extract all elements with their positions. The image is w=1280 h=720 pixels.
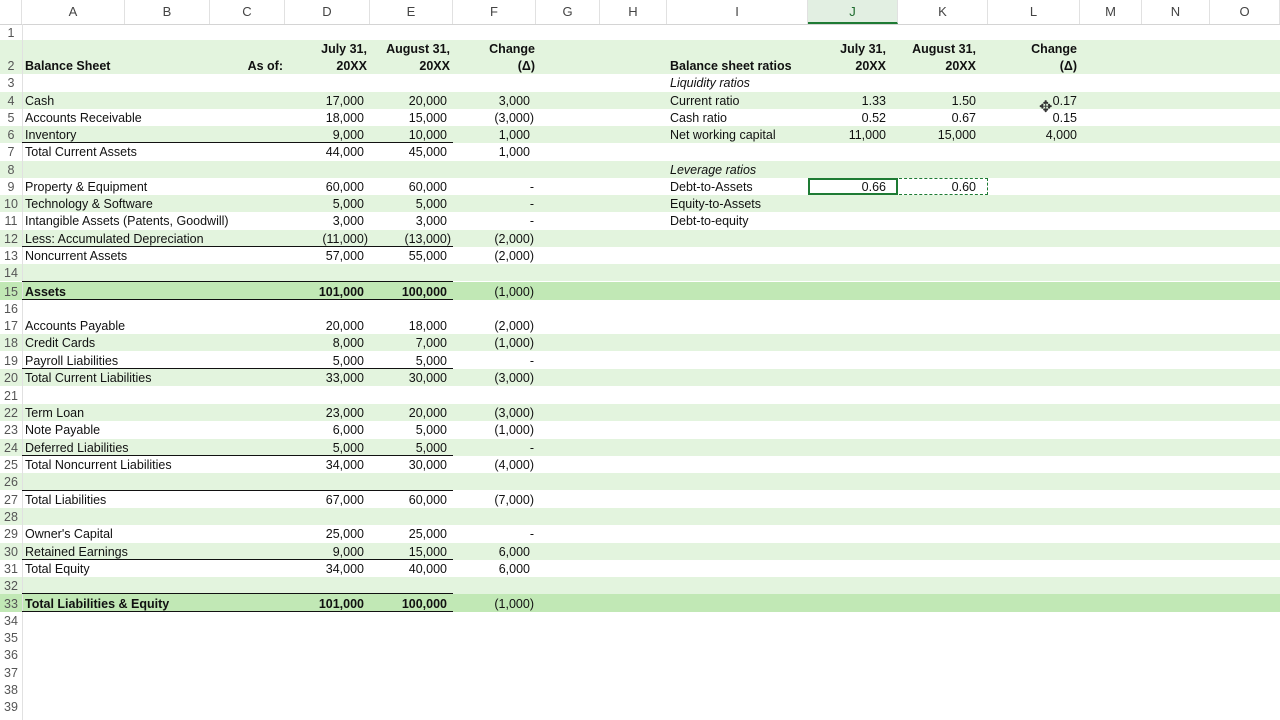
july-value[interactable]: 101,000 [318,285,364,299]
august-value[interactable]: 30,000 [408,458,447,472]
ratio-august-value[interactable]: 15,000 [937,128,976,142]
row-number[interactable]: 3 [7,76,15,90]
line-item-label[interactable]: Cash [25,94,55,108]
row-number[interactable]: 25 [4,458,18,472]
cell-border [22,490,453,491]
cell-border [22,611,453,612]
column-header-f[interactable]: F [453,0,536,24]
row-number[interactable]: 11 [4,214,18,228]
row-number[interactable]: 30 [4,545,18,559]
ratio-column-heading[interactable]: 20XX [855,59,886,73]
row-number[interactable]: 28 [4,510,18,524]
august-value[interactable]: 5,000 [415,197,447,211]
change-value[interactable]: 1,000 [498,128,530,142]
row-number[interactable]: 22 [4,406,18,420]
july-value[interactable]: 6,000 [332,423,364,437]
ratio-august-value[interactable]: 0.60 [951,180,976,194]
august-value[interactable]: 20,000 [408,94,447,108]
change-value[interactable]: (3,000) [494,111,534,125]
ratio-label[interactable]: Cash ratio [670,111,727,125]
change-value[interactable]: (2,000) [494,249,534,263]
cell-border [22,299,453,300]
ratio-july-value[interactable]: 0.52 [861,111,886,125]
row-number[interactable]: 4 [7,94,15,108]
change-value[interactable]: (1,000) [494,285,534,299]
sheet-row[interactable] [0,264,1280,281]
column-header-bar [0,0,1280,25]
sheet-row[interactable] [0,161,1280,178]
row-number[interactable]: 31 [4,562,18,576]
july-value[interactable]: 9,000 [332,545,364,559]
sheet-row[interactable] [0,594,1280,612]
august-value[interactable]: 60,000 [408,493,447,507]
july-value[interactable]: 8,000 [332,336,364,350]
line-item-label[interactable]: Term Loan [25,406,85,420]
cell-border [22,246,453,247]
sheet-row[interactable] [0,681,1280,698]
july-value[interactable]: 23,000 [325,406,364,420]
line-item-label[interactable]: Intangible Assets (Patents, Goodwill) [25,214,229,228]
july-value[interactable]: 5,000 [332,354,364,368]
sheet-row[interactable] [0,698,1280,715]
ratio-column-heading[interactable]: July 31, [840,42,886,56]
line-item-label[interactable]: Note Payable [25,423,101,437]
column-header-o[interactable]: O [1210,0,1280,24]
copy-marquee [808,178,988,195]
august-value[interactable]: 15,000 [408,111,447,125]
line-item-label[interactable]: Owner's Capital [25,527,113,541]
column-heading[interactable]: 20XX [336,59,367,73]
column-header-g[interactable]: G [536,0,600,24]
ratio-change-value[interactable]: 4,000 [1045,128,1077,142]
line-item-label[interactable]: Assets [25,285,66,299]
august-value[interactable]: 5,000 [415,441,447,455]
august-value[interactable]: 25,000 [408,527,447,541]
column-header-h[interactable]: H [600,0,667,24]
sheet-row[interactable] [0,629,1280,646]
july-value[interactable]: 33,000 [325,371,364,385]
row-number[interactable]: 26 [4,475,18,489]
august-value[interactable]: 15,000 [408,545,447,559]
row-header-divider [22,24,23,720]
august-value[interactable]: 100,000 [401,597,447,611]
change-value[interactable]: (1,000) [494,423,534,437]
july-value[interactable]: 5,000 [332,197,364,211]
column-header-a[interactable]: A [22,0,125,24]
ratio-label[interactable]: Equity-to-Assets [670,197,762,211]
change-value[interactable]: 3,000 [498,94,530,108]
row-number[interactable]: 24 [4,441,18,455]
ratio-column-heading[interactable]: 20XX [945,59,976,73]
column-header-n[interactable]: N [1142,0,1210,24]
row-number[interactable]: 14 [4,266,18,280]
select-all-corner[interactable] [0,0,22,24]
row-number[interactable]: 39 [4,700,18,714]
sheet-row[interactable] [0,404,1280,421]
column-header-j[interactable]: J [808,0,898,24]
sheet-row[interactable] [0,646,1280,663]
column-heading[interactable]: 20XX [419,59,450,73]
liquidity-ratios-label[interactable]: Liquidity ratios [670,76,750,90]
line-item-label[interactable]: Accounts Payable [25,319,126,333]
july-value[interactable]: 18,000 [325,111,364,125]
row-number[interactable]: 19 [4,354,18,368]
line-item-label[interactable]: Total Liabilities [25,493,107,507]
july-value[interactable]: 34,000 [325,458,364,472]
august-value[interactable]: 30,000 [408,371,447,385]
balance-sheet-title[interactable]: Balance Sheet [25,59,111,73]
as-of-label[interactable]: As of: [247,59,283,73]
row-number[interactable]: 21 [4,389,18,403]
august-value[interactable]: 5,000 [415,354,447,368]
column-header-d[interactable]: D [285,0,370,24]
line-item-label[interactable]: Total Current Assets [25,145,137,159]
change-value[interactable]: 6,000 [498,562,530,576]
change-value[interactable]: 1,000 [498,145,530,159]
sheet-row[interactable] [0,40,1280,74]
column-header-m[interactable]: M [1080,0,1142,24]
line-item-label[interactable]: Retained Earnings [25,545,128,559]
column-heading[interactable]: Change [489,42,535,56]
cell-border [22,593,453,594]
sheet-row[interactable] [0,334,1280,351]
column-heading[interactable]: (Δ) [517,59,535,73]
row-number[interactable]: 9 [7,180,15,194]
august-value[interactable]: 10,000 [408,128,447,142]
line-item-label[interactable]: Total Liabilities & Equity [25,597,170,611]
column-header-c[interactable]: C [210,0,285,24]
sheet-row[interactable] [0,300,1280,317]
cell-border [22,455,453,456]
sheet-row[interactable] [0,560,1280,577]
cell-border [22,281,453,282]
change-value[interactable]: (3,000) [494,371,534,385]
row-number[interactable]: 37 [4,666,18,680]
row-number[interactable]: 29 [4,527,18,541]
row-number[interactable]: 23 [4,423,18,437]
july-value[interactable]: 44,000 [325,145,364,159]
cell-border [22,368,453,369]
ratio-july-value[interactable]: 0.66 [861,180,886,194]
ratio-august-value[interactable]: 1.50 [951,94,976,108]
row-number[interactable]: 13 [4,249,18,263]
change-value[interactable]: - [529,441,534,455]
row-number[interactable]: 8 [7,163,15,177]
sheet-row[interactable] [0,577,1280,594]
july-value[interactable]: 34,000 [325,562,364,576]
july-value[interactable]: 5,000 [332,441,364,455]
line-item-label[interactable]: Total Noncurrent Liabilities [25,458,172,472]
row-number[interactable]: 6 [7,128,15,142]
row-number[interactable]: 32 [4,579,18,593]
sheet-row[interactable] [0,317,1280,334]
ratio-july-value[interactable]: 1.33 [861,94,886,108]
ratio-label[interactable]: Debt-to-Assets [670,180,753,194]
ratio-column-heading[interactable]: (Δ) [1059,59,1077,73]
sheet-row[interactable] [0,247,1280,264]
august-value[interactable]: 55,000 [408,249,447,263]
line-item-label[interactable]: Inventory [25,128,77,142]
sheet-row[interactable] [0,109,1280,126]
line-item-label[interactable]: Property & Equipment [25,180,148,194]
sheet-row[interactable] [0,24,1280,41]
line-item-label[interactable]: Technology & Software [25,197,153,211]
sheet-row[interactable] [0,387,1280,404]
line-item-label[interactable]: Total Current Liabilities [25,371,152,385]
row-number[interactable]: 38 [4,683,18,697]
august-value[interactable]: 5,000 [415,423,447,437]
change-value[interactable]: - [529,214,534,228]
august-value[interactable]: 7,000 [415,336,447,350]
row-number[interactable]: 15 [4,285,18,299]
change-value[interactable]: (2,000) [494,319,534,333]
change-value[interactable]: - [529,527,534,541]
column-header-e[interactable]: E [370,0,453,24]
change-value[interactable]: - [529,354,534,368]
column-header-l[interactable]: L [988,0,1080,24]
row-number[interactable]: 20 [4,371,18,385]
row-number[interactable]: 18 [4,336,18,350]
july-value[interactable]: 3,000 [332,214,364,228]
row-number[interactable]: 5 [7,111,15,125]
row-number[interactable]: 33 [4,597,18,611]
sheet-row[interactable] [0,543,1280,560]
cell-border [22,142,453,143]
change-value[interactable]: (7,000) [494,493,534,507]
sheet-row[interactable] [0,178,1280,195]
line-item-label[interactable]: Credit Cards [25,336,96,350]
ratios-title[interactable]: Balance sheet ratios [670,59,792,73]
change-value[interactable]: (4,000) [494,458,534,472]
change-value[interactable]: - [529,180,534,194]
july-value[interactable]: 101,000 [318,597,364,611]
ratio-change-value[interactable]: 0.15 [1052,111,1077,125]
sheet-row[interactable] [0,282,1280,300]
row-number[interactable]: 2 [7,59,15,73]
line-item-label[interactable]: Total Equity [25,562,90,576]
sheet-row[interactable] [0,92,1280,109]
ratio-change-value[interactable]: 0.17 [1052,94,1077,108]
sheet-row[interactable] [0,508,1280,525]
row-number[interactable]: 16 [4,302,18,316]
july-value[interactable]: 60,000 [325,180,364,194]
july-value[interactable]: (11,000) [322,232,368,246]
sheet-row[interactable] [0,456,1280,473]
change-value[interactable]: - [529,197,534,211]
row-number[interactable]: 35 [4,631,18,645]
line-item-label[interactable]: Deferred Liabilities [25,441,129,455]
sheet-row[interactable] [0,439,1280,456]
row-number[interactable]: 7 [7,145,15,159]
ratio-august-value[interactable]: 0.67 [951,111,976,125]
august-value[interactable]: 3,000 [415,214,447,228]
july-value[interactable]: 9,000 [332,128,364,142]
sheet-row[interactable] [0,473,1280,490]
change-value[interactable]: 6,000 [498,545,530,559]
change-value[interactable]: (1,000) [494,597,534,611]
row-number[interactable]: 10 [4,197,18,211]
sheet-row[interactable] [0,612,1280,629]
july-value[interactable]: 20,000 [325,319,364,333]
line-item-label[interactable]: Payroll Liabilities [25,354,119,368]
column-heading[interactable]: July 31, [321,42,367,56]
row-number[interactable]: 27 [4,493,18,507]
column-header-i[interactable]: I [667,0,808,24]
sheet-row[interactable] [0,369,1280,386]
august-value[interactable]: (13,000) [404,232,451,246]
row-number[interactable]: 36 [4,648,18,662]
leverage-ratios-label[interactable]: Leverage ratios [670,163,757,177]
line-item-label[interactable]: Less: Accumulated Depreciation [25,232,204,246]
sheet-row[interactable] [0,126,1280,143]
cell-border [22,559,453,560]
ratio-label[interactable]: Current ratio [670,94,740,108]
column-header-b[interactable]: B [125,0,210,24]
change-value[interactable]: (3,000) [494,406,534,420]
sheet-row[interactable] [0,195,1280,212]
july-value[interactable]: 25,000 [325,527,364,541]
line-item-label[interactable]: Noncurrent Assets [25,249,128,263]
august-value[interactable]: 100,000 [401,285,447,299]
cursor-icon: ✥ [1039,99,1053,116]
change-value[interactable]: (1,000) [494,336,534,350]
line-item-label[interactable]: Accounts Receivable [25,111,142,125]
column-heading[interactable]: August 31, [386,42,450,56]
ratio-column-heading[interactable]: Change [1031,42,1077,56]
sheet-row[interactable] [0,352,1280,369]
august-value[interactable]: 45,000 [408,145,447,159]
ratio-column-heading[interactable]: August 31, [912,42,976,56]
sheet-row[interactable] [0,74,1280,91]
ratio-july-value[interactable]: 11,000 [848,128,886,142]
ratio-label[interactable]: Net working capital [670,128,776,142]
sheet-row[interactable] [0,491,1280,508]
ratio-label[interactable]: Debt-to-equity [670,214,749,228]
row-number[interactable]: 17 [4,319,18,333]
sheet-row[interactable] [0,664,1280,681]
july-value[interactable]: 67,000 [325,493,364,507]
august-value[interactable]: 20,000 [408,406,447,420]
sheet-row[interactable] [0,421,1280,438]
change-value[interactable]: (2,000) [494,232,534,246]
row-number[interactable]: 12 [4,232,18,246]
row-number[interactable]: 1 [7,26,15,40]
august-value[interactable]: 40,000 [408,562,447,576]
july-value[interactable]: 57,000 [325,249,364,263]
sheet-row[interactable] [0,143,1280,160]
july-value[interactable]: 17,000 [325,94,364,108]
august-value[interactable]: 18,000 [408,319,447,333]
row-number[interactable]: 34 [4,614,18,628]
column-header-k[interactable]: K [898,0,988,24]
august-value[interactable]: 60,000 [408,180,447,194]
sheet-row[interactable] [0,525,1280,542]
